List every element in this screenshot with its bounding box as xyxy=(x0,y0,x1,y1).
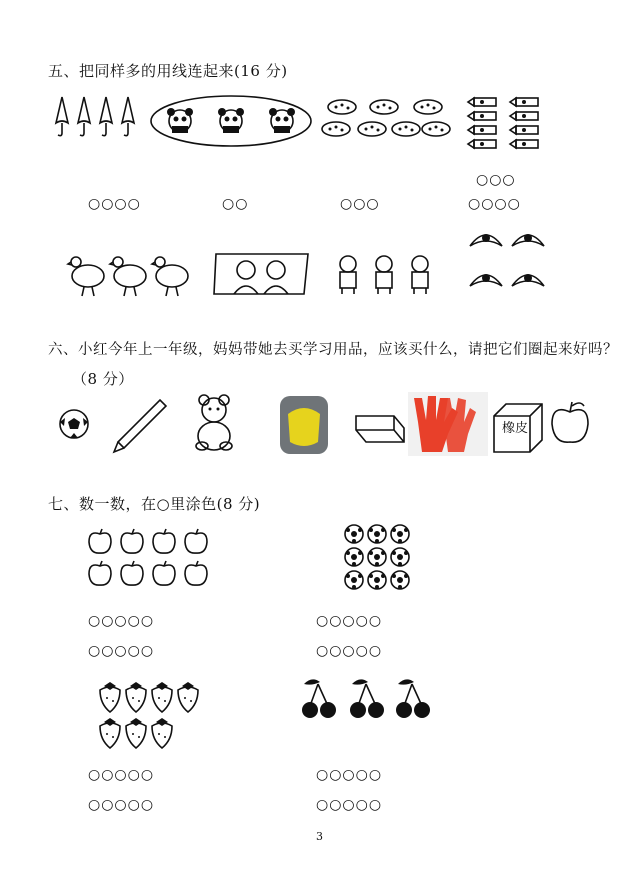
pigs-group xyxy=(330,252,442,298)
cherries-group xyxy=(296,678,440,722)
pencil-icon xyxy=(510,98,538,106)
cloud-dots-icon xyxy=(392,122,420,136)
soccer-ball-icon xyxy=(391,571,409,589)
apple-icon xyxy=(121,561,143,585)
strawberry-icon xyxy=(100,718,120,748)
apple-icon[interactable] xyxy=(552,402,588,442)
hens-group xyxy=(64,250,194,298)
cloud-dots-icon xyxy=(328,100,356,114)
cherry-icon xyxy=(302,679,336,718)
soccer-ball-icon xyxy=(345,571,363,589)
soccer-ball-icon xyxy=(368,548,386,566)
pencil-icon xyxy=(510,126,538,134)
section5-title: 五、把同样多的用线连起来(16 分) xyxy=(48,62,288,80)
hen-icon xyxy=(152,257,188,296)
cloud-dots-icon xyxy=(358,122,386,136)
cherry-icon xyxy=(396,679,430,718)
count-circles[interactable]: ○○○ xyxy=(476,172,516,188)
apple-icon xyxy=(89,561,111,585)
cloud-dots-icon xyxy=(322,122,350,136)
bird-icon xyxy=(512,234,544,246)
soccer-ball-icon xyxy=(345,525,363,543)
pig-icon xyxy=(412,256,428,294)
school-items-row xyxy=(56,392,596,456)
strawberry-icon xyxy=(126,682,146,712)
pig-icon xyxy=(376,256,392,294)
apple-icon xyxy=(153,561,175,585)
page-number: 3 xyxy=(316,830,323,843)
count-circles[interactable]: ○○ xyxy=(222,196,249,212)
pencil-box-icon[interactable] xyxy=(356,416,404,442)
cherry-icon xyxy=(350,679,384,718)
birds-group xyxy=(466,222,550,298)
color-circles-row[interactable]: ○○○○○ xyxy=(316,643,383,659)
umbrella-icon xyxy=(78,97,90,136)
teddy-bear-icon[interactable] xyxy=(196,395,232,450)
section6-points: （8 分） xyxy=(72,370,134,388)
pig-icon xyxy=(340,256,356,294)
hen-icon xyxy=(68,257,104,296)
backpack-icon[interactable] xyxy=(280,396,328,454)
color-circles-row[interactable]: ○○○○○ xyxy=(88,613,155,629)
umbrella-icon xyxy=(56,97,68,136)
eraser-label-top: 橡皮 xyxy=(502,421,529,436)
soccer-ball-icon xyxy=(391,548,409,566)
color-circles-row[interactable]: ○○○○○ xyxy=(88,797,155,813)
color-circles-row[interactable]: ○○○○○ xyxy=(88,643,155,659)
bird-icon xyxy=(512,274,544,286)
clouds-group xyxy=(322,97,452,141)
count-circles[interactable]: ○○○ xyxy=(340,196,380,212)
apple-icon xyxy=(121,529,143,553)
cloud-dots-icon xyxy=(422,122,450,136)
panda-icon xyxy=(218,108,244,133)
umbrella-icon xyxy=(100,97,112,136)
color-circles-row[interactable]: ○○○○○ xyxy=(316,797,383,813)
kids-picture-icon xyxy=(212,250,312,298)
glove-icon[interactable] xyxy=(408,392,488,456)
color-circles-row[interactable]: ○○○○○ xyxy=(88,767,155,783)
umbrellas-group xyxy=(54,95,142,139)
bird-icon xyxy=(470,274,502,286)
pencil-icon xyxy=(468,98,496,106)
color-circles-row[interactable]: ○○○○○ xyxy=(316,613,383,629)
soccer-ball-icon xyxy=(345,548,363,566)
count-circles[interactable]: ○○○○ xyxy=(468,196,521,212)
soccer-ball-icon xyxy=(391,525,409,543)
bird-icon xyxy=(470,234,502,246)
umbrella-icon xyxy=(122,97,134,136)
pencil-icon[interactable] xyxy=(114,400,166,452)
pencil-icon xyxy=(468,140,496,148)
eraser-icon[interactable] xyxy=(494,404,542,452)
cloud-dots-icon xyxy=(414,100,442,114)
color-circles-row[interactable]: ○○○○○ xyxy=(316,767,383,783)
apple-icon xyxy=(89,529,111,553)
soccer-ball-icon xyxy=(368,525,386,543)
strawberries-group xyxy=(98,680,204,752)
section7-title: 七、数一数，在○里涂色(8 分) xyxy=(48,495,261,513)
pencil-icon xyxy=(510,140,538,148)
pencil-icon xyxy=(468,112,496,120)
strawberry-icon xyxy=(152,682,172,712)
section6-title: 六、小红今年上一年级，妈妈带她去买学习用品，应该买什么，请把它们圈起来好吗？ xyxy=(48,342,618,358)
strawberry-icon xyxy=(178,682,198,712)
apple-icon xyxy=(185,529,207,553)
count-circles[interactable]: ○○○○ xyxy=(88,196,141,212)
hen-icon xyxy=(110,257,146,296)
strawberry-icon xyxy=(126,718,146,748)
pencil-icon xyxy=(510,112,538,120)
pencils-group xyxy=(468,96,548,152)
apples-group xyxy=(88,528,212,592)
pandas-group xyxy=(150,95,312,147)
strawberry-icon xyxy=(100,682,120,712)
cloud-dots-icon xyxy=(370,100,398,114)
pencil-icon xyxy=(468,126,496,134)
soccer-balls-group xyxy=(344,524,410,590)
panda-icon xyxy=(269,108,295,133)
panda-icon xyxy=(167,108,193,133)
strawberry-icon xyxy=(152,718,172,748)
apple-icon xyxy=(153,529,175,553)
apple-icon xyxy=(185,561,207,585)
soccer-ball-icon xyxy=(368,571,386,589)
football-icon[interactable] xyxy=(60,410,88,438)
